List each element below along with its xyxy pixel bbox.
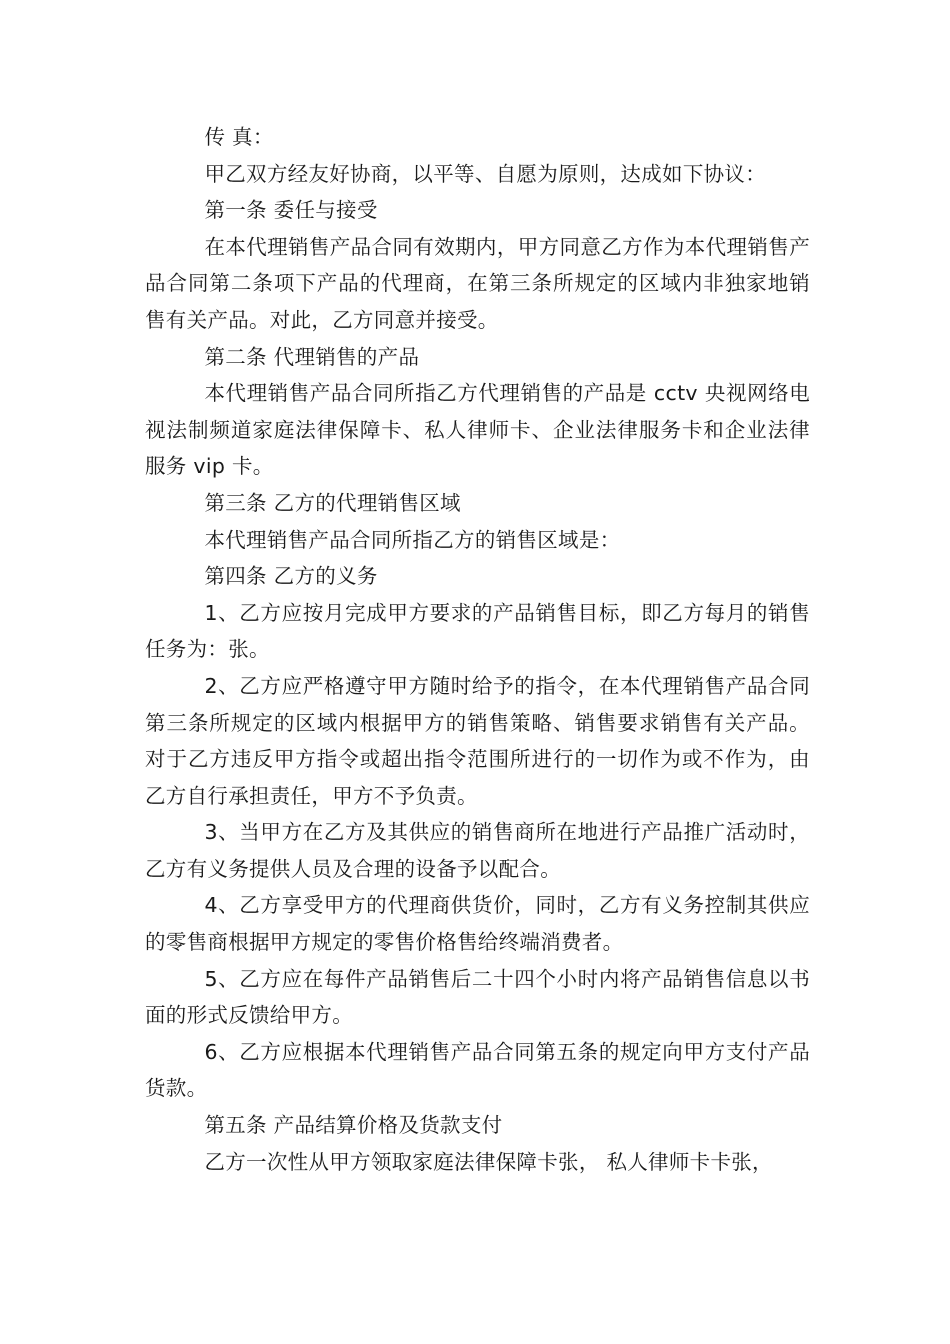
article-4-item-6: 6、乙方应根据本代理销售产品合同第五条的规定向甲方支付产品货款。 bbox=[145, 1039, 810, 1101]
document-body bbox=[145, 119, 810, 1180]
article-4-heading: 第四条 乙方的义务 bbox=[204, 564, 378, 589]
article-1-body: 在本代理销售产品合同有效期内，甲方同意乙方作为本代理销售产品合同第二条项下产品的代理商，在第三条所规定的区域内非独家地销售有关产品。对此，乙方同意并接受。 bbox=[145, 234, 810, 332]
article-3-body: 本代理销售产品合同所指乙方的销售区域是： bbox=[204, 527, 621, 552]
article-1-heading: 第一条 委任与接受 bbox=[204, 198, 378, 223]
article-2-body: 本代理销售产品合同所指乙方代理销售的产品是 cctv 央视网络电视法制频道家庭法律保障卡、私人律师卡、企业法律服务卡和企业法律服务 vip 卡。 bbox=[145, 381, 810, 479]
article-4-item-1: 1、乙方应按月完成甲方要求的产品销售目标，即乙方每月的销售任务为：张。 bbox=[145, 600, 810, 662]
article-5-heading: 第五条 产品结算价格及货款支付 bbox=[204, 1113, 503, 1138]
fax-line: 传 真： bbox=[204, 125, 274, 149]
preamble-paragraph: 甲乙双方经友好协商，以平等、自愿为原则，达成如下协议： bbox=[204, 161, 767, 186]
article-4-item-5: 5、乙方应在每件产品销售后二十四个小时内将产品销售信息以书面的形式反馈给甲方。 bbox=[145, 966, 810, 1028]
article-5-body: 乙方一次性从甲方领取家庭法律保障卡张， 私人律师卡卡张， bbox=[204, 1149, 773, 1174]
article-2-heading: 第二条 代理销售的产品 bbox=[204, 344, 420, 369]
article-4-item-3: 3、当甲方在乙方及其供应的销售商所在地进行产品推广活动时，乙方有义务提供人员及合理的设备予以配合。 bbox=[145, 820, 810, 881]
article-3-heading: 第三条 乙方的代理销售区域 bbox=[204, 490, 461, 515]
article-4-item-2: 2、乙方应严格遵守甲方随时给予的指令，在本代理销售产品合同第三条所规定的区域内根据甲方的销售策略、销售要求销售有关产品。对于乙方违反甲方指令或超出指令范围所进行的一切作为或不作为，由乙方自行承担责任，甲方不予负责。 bbox=[145, 673, 810, 808]
article-4-item-4: 4、乙方享受甲方的代理商供货价，同时，乙方有义务控制其供应的零售商根据甲方规定的零售价格售给终端消费者。 bbox=[145, 893, 810, 955]
